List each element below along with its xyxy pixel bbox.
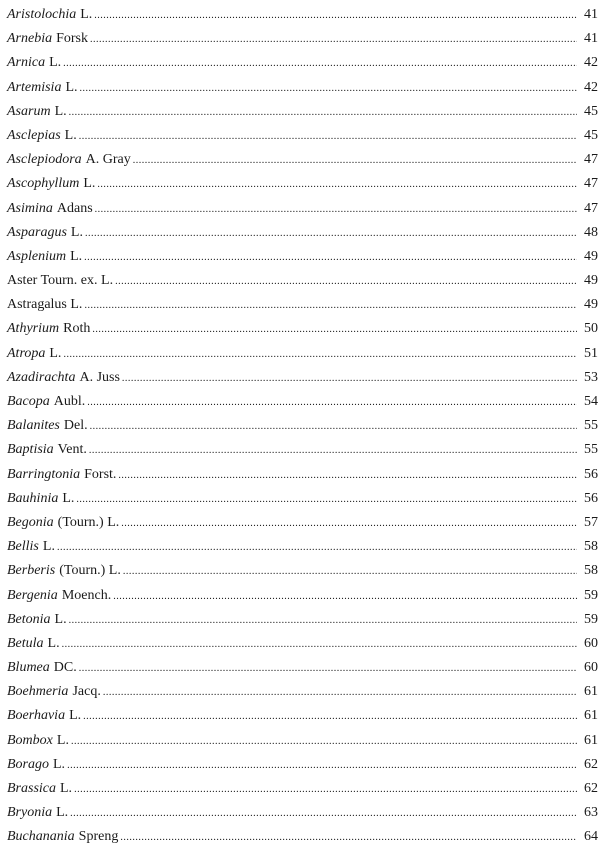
genus-name: Bombox — [7, 732, 53, 748]
dot-leader — [89, 438, 577, 463]
dot-leader — [69, 100, 577, 125]
index-entry — [7, 197, 598, 221]
author-citation: L. — [83, 176, 96, 192]
author-citation: (Tourn.) L. — [59, 563, 121, 579]
author-citation: L. — [49, 55, 62, 71]
index-entry — [7, 535, 598, 559]
page-number: 55 — [584, 442, 598, 458]
author-citation: Aster Tourn. ex. L. — [7, 273, 114, 289]
page-number: 55 — [584, 418, 598, 434]
page-number: 62 — [584, 756, 598, 772]
page-number: 41 — [584, 7, 598, 22]
dot-leader — [123, 559, 577, 584]
author-citation: Del. — [63, 418, 88, 434]
genus-name: Artemisia — [7, 79, 62, 95]
author-citation: L. — [70, 224, 83, 240]
genus-name: Asimina — [7, 200, 53, 216]
index-entry — [7, 487, 598, 511]
page-number: 51 — [584, 345, 598, 361]
page-number: 60 — [584, 660, 598, 676]
dot-leader — [118, 463, 577, 488]
page-number: 41 — [584, 31, 598, 47]
author-citation: L. — [60, 781, 73, 796]
dot-leader — [87, 390, 577, 415]
genus-name: Bellis — [7, 539, 39, 555]
dot-leader — [90, 27, 577, 52]
page-number: 48 — [584, 224, 598, 240]
genus-name: Arnica — [7, 55, 46, 71]
genus-name: Boerhavia — [7, 708, 66, 724]
genus-name: Asarum — [7, 103, 51, 119]
genus-name: Atropa — [7, 345, 46, 361]
genus-name: Asclepiodora — [7, 152, 82, 168]
dot-leader — [84, 245, 577, 270]
index-entry — [7, 342, 598, 366]
genus-name: Bergenia — [7, 587, 58, 603]
author-citation: L. — [70, 248, 83, 264]
dot-leader — [74, 777, 577, 802]
index-entry — [7, 390, 598, 414]
dot-leader — [90, 414, 577, 439]
index-entry — [7, 269, 598, 293]
page-number: 58 — [584, 563, 598, 579]
index-entry — [7, 704, 598, 728]
index-entry — [7, 656, 598, 680]
author-citation: Adans — [56, 200, 93, 216]
author-citation: Vent. — [57, 442, 87, 458]
page-number: 64 — [584, 829, 598, 845]
index-entry — [7, 825, 598, 849]
index-entry — [7, 559, 598, 583]
index-entry — [7, 366, 598, 390]
genus-name: Baptisia — [7, 442, 54, 458]
dot-leader — [80, 76, 577, 101]
dot-leader — [113, 584, 577, 609]
page-number: 49 — [584, 297, 598, 313]
author-citation: L. — [56, 805, 69, 821]
index-entry — [7, 753, 598, 777]
page-number: 54 — [584, 394, 598, 409]
page-number: 63 — [584, 805, 598, 821]
page-number: 49 — [584, 248, 598, 264]
index-entry — [7, 221, 598, 245]
page-number: 59 — [584, 611, 598, 627]
dot-leader — [57, 535, 577, 560]
index-entry — [7, 511, 598, 535]
page-number: 49 — [584, 273, 598, 289]
genus-name: Bauhinia — [7, 490, 59, 506]
genus-name: Athyrium — [7, 321, 60, 337]
genus-name: Aristolochia — [7, 7, 77, 22]
index-entry — [7, 608, 598, 632]
author-citation: (Tourn.) L. — [57, 514, 120, 530]
page-number: 42 — [584, 55, 598, 71]
author-citation: Forsk — [56, 31, 89, 47]
author-citation: Forst. — [84, 466, 117, 482]
genus-name: Arnebia — [7, 31, 53, 47]
dot-leader — [79, 124, 577, 149]
index-entry — [7, 27, 598, 51]
genus-name: Bryonia — [7, 805, 53, 821]
page-number: 61 — [584, 732, 598, 748]
index-entry — [7, 148, 598, 172]
dot-leader — [70, 801, 577, 826]
page-number: 59 — [584, 587, 598, 603]
author-citation: L. — [53, 756, 66, 772]
genus-name: Berberis — [7, 563, 56, 579]
index-entry — [7, 100, 598, 124]
index-entry — [7, 414, 598, 438]
page-number: 47 — [584, 152, 598, 168]
page-number: 45 — [584, 103, 598, 119]
page-number: 50 — [584, 321, 598, 337]
dot-leader — [103, 680, 577, 705]
author-citation: L. — [54, 611, 67, 627]
dot-leader — [115, 269, 577, 294]
page-number: 42 — [584, 79, 598, 95]
index-entry — [7, 632, 598, 656]
dot-leader — [121, 511, 577, 536]
author-citation: Astragalus L. — [7, 297, 83, 313]
page-number: 53 — [584, 369, 598, 385]
author-citation: Spreng — [78, 829, 119, 845]
author-citation: Moench. — [61, 587, 112, 603]
index-entry — [7, 438, 598, 462]
genus-name: Betonia — [7, 611, 51, 627]
genus-name: Blumea — [7, 660, 50, 676]
index-entry — [7, 172, 598, 196]
index-entry — [7, 584, 598, 608]
genus-name: Azadirachta — [7, 369, 76, 385]
author-citation: L. — [42, 539, 55, 555]
index-entry — [7, 729, 598, 753]
dot-leader — [84, 293, 577, 318]
page-number: 60 — [584, 635, 598, 651]
genus-name: Ascophyllum — [7, 176, 80, 192]
page-number: 45 — [584, 127, 598, 143]
page-number: 58 — [584, 539, 598, 555]
index-entry — [7, 124, 598, 148]
dot-leader — [63, 51, 577, 76]
page-number: 56 — [584, 466, 598, 482]
index-entry — [7, 463, 598, 487]
index-entry — [7, 317, 598, 341]
genus-name: Begonia — [7, 514, 54, 530]
author-citation: A. Gray — [85, 152, 131, 168]
author-citation: A. Juss — [79, 369, 120, 385]
page-number: 62 — [584, 781, 598, 796]
author-citation: DC. — [53, 660, 77, 676]
page-number: 57 — [584, 514, 598, 530]
author-citation: L. — [80, 7, 93, 22]
dot-leader — [85, 221, 577, 246]
author-citation: L. — [56, 732, 69, 748]
genus-name: Brassica — [7, 781, 56, 796]
author-citation: L. — [54, 103, 67, 119]
dot-leader — [79, 656, 577, 681]
index-entry — [7, 801, 598, 825]
page-number: 47 — [584, 200, 598, 216]
author-citation: L. — [69, 708, 82, 724]
author-citation: Jacq. — [72, 684, 101, 700]
dot-leader — [133, 148, 577, 173]
genus-name: Asclepias — [7, 127, 61, 143]
genus-name: Barringtonia — [7, 466, 81, 482]
author-citation: L. — [65, 79, 78, 95]
page-number: 56 — [584, 490, 598, 506]
dot-leader — [76, 487, 577, 512]
index-entry — [7, 3, 598, 27]
genus-name: Boehmeria — [7, 684, 69, 700]
dot-leader — [71, 729, 577, 754]
dot-leader — [67, 753, 577, 778]
author-citation: L. — [47, 635, 60, 651]
genus-name: Betula — [7, 635, 44, 651]
dot-leader — [69, 608, 577, 633]
index-list — [7, 3, 598, 850]
dot-leader — [122, 366, 577, 391]
index-entry — [7, 777, 598, 801]
genus-name: Balanites — [7, 418, 60, 434]
genus-name: Asplenium — [7, 248, 67, 264]
dot-leader — [83, 704, 577, 729]
author-citation: L. — [64, 127, 77, 143]
dot-leader — [97, 172, 577, 197]
dot-leader — [120, 825, 577, 850]
index-entry — [7, 51, 598, 75]
genus-name: Buchanania — [7, 829, 75, 845]
author-citation: L. — [62, 490, 75, 506]
dot-leader — [62, 632, 577, 657]
page-number: 47 — [584, 176, 598, 192]
genus-name: Asparagus — [7, 224, 67, 240]
genus-name: Bacopa — [7, 394, 50, 409]
genus-name: Borago — [7, 756, 49, 772]
dot-leader — [95, 197, 577, 222]
dot-leader — [63, 342, 577, 367]
page-number: 61 — [584, 684, 598, 700]
dot-leader — [92, 317, 577, 342]
author-citation: Roth — [63, 321, 91, 337]
page-number: 61 — [584, 708, 598, 724]
index-entry — [7, 293, 598, 317]
author-citation: L. — [49, 345, 62, 361]
index-entry — [7, 245, 598, 269]
dot-leader — [94, 3, 577, 28]
author-citation: Aubl. — [53, 394, 86, 409]
index-entry — [7, 680, 598, 704]
index-entry — [7, 76, 598, 100]
